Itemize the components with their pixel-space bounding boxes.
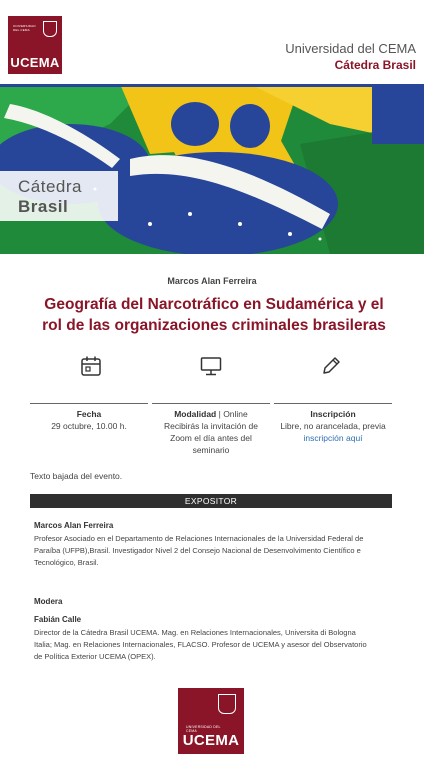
expositor-bio: Profesor Asociado en el Departamento de Relaciones Internacionales de la Universidad Federal de Paraíba (UFPB),Brasil. Investigador Nivel 2 del Consejo Nacional de Desenvolvimento Científico e Tecnológico, Brasil. [34,534,364,567]
footer-logo-university-text: UNIVERSIDAD DEL CEMA [186,725,221,733]
moderador-name: Fabián Calle [34,615,82,624]
event-title: Geografía del Narcotráfico en Sudamérica y el rol de las organizaciones criminales brasileras [42,296,386,334]
ucema-logo[interactable] [8,16,62,74]
speaker-name: Marcos Alan Ferreira [167,276,257,286]
monitor-icon [200,355,222,377]
moderador-bio: Director de la Cátedra Brasil UCEMA. Mag. en Relaciones Internacionales, Universita di Bologna Italia; Mag. en Relaciones Internacionales, FLACSO. Profesor de UCEMA y asesor del Observatorio de Política Exterior UCEMA (OPEX). [34,628,367,661]
badge-line-2: Brasil [18,197,69,216]
divider-fecha [30,403,148,404]
fecha-column [30,408,148,432]
crest-icon [43,21,57,37]
pencil-icon [320,355,342,377]
footer-crest-icon [218,694,236,714]
catedra-badge [0,171,118,221]
banner-image [0,84,424,254]
modalidad-label: Modalidad [174,409,217,419]
footer-logo-name: UCEMA [182,732,240,749]
calendar-icon [80,355,102,377]
inscripcion-desc: Libre, no arancelada, previa [280,421,386,431]
divider-inscripcion [274,403,392,404]
badge-line-1: Cátedra [18,177,82,196]
expositor-name: Marcos Alan Ferreira [34,521,114,530]
divider-modalidad [152,403,270,404]
brazil-flags-illustration [0,84,424,254]
inscripcion-label: Inscripción [310,409,356,419]
modalidad-value: Online [223,409,248,419]
logo-name: UCEMA [10,55,60,70]
inscripcion-column [274,408,392,444]
university-name: Universidad del CEMA [285,41,416,56]
fecha-label: Fecha [76,409,102,419]
logo-university-text: UNIVERSIDAD DEL CEMA [13,24,36,32]
catedra-name: Cátedra Brasil [334,58,416,72]
expositor-section-header: EXPOSITOR [30,494,392,508]
footer-ucema-logo[interactable] [178,688,244,754]
modalidad-desc: Recibirás la invitación de Zoom el día antes del seminario [163,421,259,455]
inscripcion-link[interactable]: inscripción aquí [303,433,363,443]
modalidad-column: Modalidad | Online Recibirás la invitación de Zoom el día antes del seminario [163,409,259,455]
banner-top-line [0,84,424,87]
moderador-label: Modera [34,597,63,606]
event-subtitle: Texto bajada del evento. [30,471,123,481]
fecha-value: 29 octubre, 10.00 h. [51,421,127,431]
